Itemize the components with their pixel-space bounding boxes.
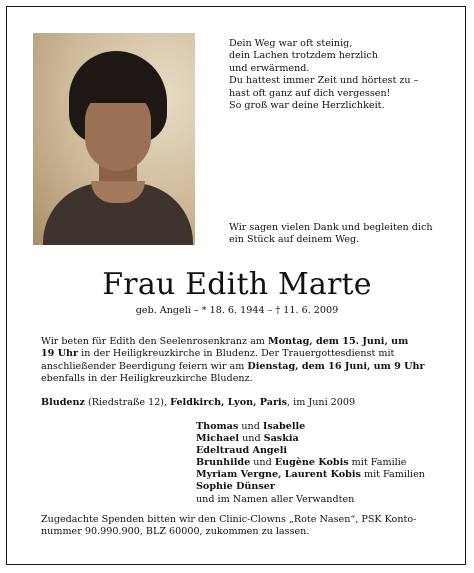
mourner-line: und im Namen aller Verwandten — [196, 493, 355, 505]
donation-line: Zugedachte Spenden bitten wir den Clinic-Clowns „Rote Nasen“, PSK Konto- — [41, 514, 417, 525]
place-street: (Riedstraße 12), — [84, 397, 171, 408]
poem — [229, 38, 439, 112]
mourner-line: Thomas und Isabelle — [196, 421, 306, 432]
paragraph-bold: Dienstag, dem 16 Juni, um 9 Uhr — [247, 360, 425, 372]
paragraph-bold: Montag, dem 15. Juni, um — [267, 336, 409, 347]
mourner-line: Sophie Dünser — [196, 481, 275, 493]
paragraph-bold: 19 Uhr — [41, 348, 79, 360]
place-date-line — [41, 397, 355, 409]
donation-note — [41, 514, 437, 539]
poem-line: hast oft ganz auf dich vergessen! — [229, 87, 391, 99]
portrait-photo — [33, 33, 195, 245]
poem-line: So groß war deine Herzlichkeit. — [229, 100, 385, 112]
service-paragraph — [41, 336, 437, 385]
maiden-name: geb. Angeli – — [135, 305, 199, 316]
donation-line: nummer 90.990.900, BLZ 60000, zukommen zu lassen. — [41, 526, 310, 538]
place-city: Bludenz — [41, 397, 85, 408]
poem-line: und erwärmend. — [229, 62, 310, 74]
mourner-line: Myriam Vergne, Laurent Kobis mit Familien — [196, 469, 425, 481]
place-date: , im Juni 2009 — [287, 397, 356, 408]
mourner-line: Brunhilde und Eugène Kobis mit Familie — [196, 457, 407, 469]
paragraph-text: in der Heiligkreuzkirche in Bludenz. Der Trauergottesdienst mit — [78, 348, 395, 360]
life-dates: * 18. 6. 1944 – † 11. 6. 2009 — [201, 305, 339, 316]
poem-line: dein Lachen trotzdem herzlich — [229, 50, 378, 62]
deceased-name: Frau Edith Marte — [102, 267, 372, 302]
thanks-line: Wir sagen vielen Dank und begleiten dich — [229, 222, 433, 233]
place-cities: Feldkirch, Lyon, Paris — [170, 397, 288, 408]
mourner-line: Michael und Saskia — [196, 433, 299, 445]
birth-death-line — [0, 305, 474, 317]
mourners-list — [196, 421, 425, 506]
paragraph-text: ebenfalls in der Heiligkreuzkirche Bludenz. — [41, 372, 253, 384]
mourner-line: Edeltraud Angeli — [196, 445, 288, 457]
thanks-line: ein Stück auf deinem Weg. — [229, 234, 360, 246]
paragraph-text: Wir beten für Edith den Seelenrosenkranz am — [41, 336, 268, 347]
poem-line: Dein Weg war oft steinig, — [229, 38, 353, 49]
poem-line: Du hattest immer Zeit und hörtest zu – — [229, 75, 419, 87]
paragraph-text: anschließender Beerdigung feiern wir am — [41, 360, 248, 372]
thanks-text — [229, 222, 444, 247]
